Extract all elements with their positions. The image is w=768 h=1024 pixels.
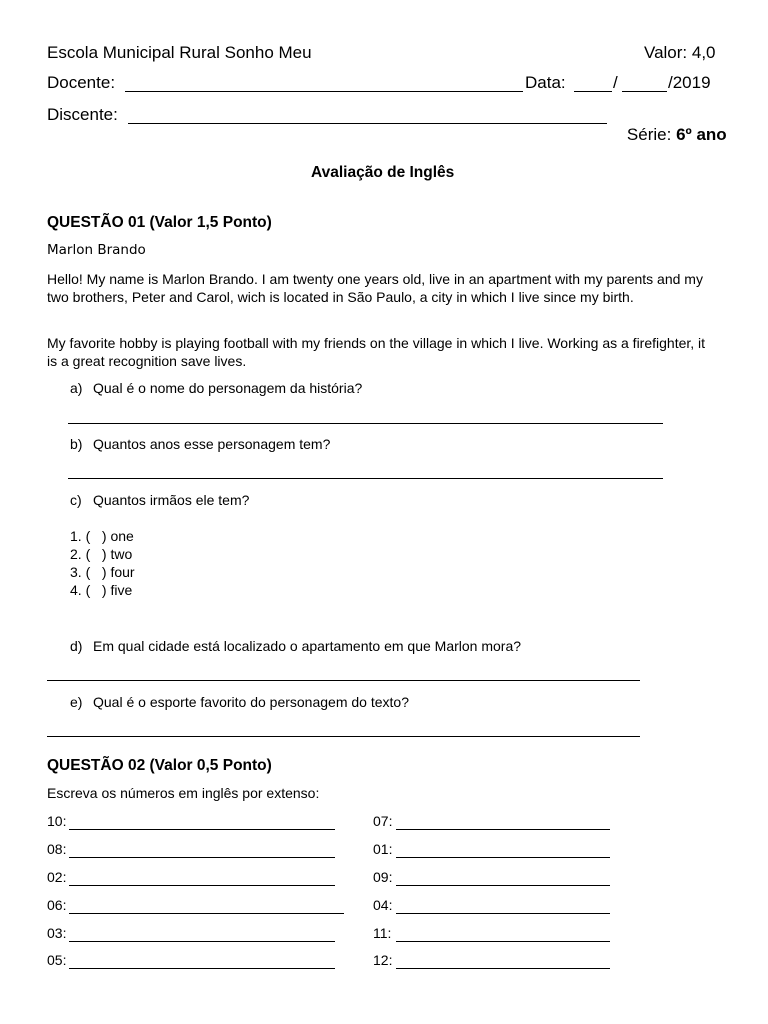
- option-text: four: [110, 564, 135, 580]
- option-checkbox[interactable]: ( ): [85, 528, 107, 544]
- date-separator: /: [613, 73, 618, 92]
- number-answer-line[interactable]: [69, 968, 335, 969]
- option-4[interactable]: [70, 582, 132, 598]
- question-a-text: Qual é o nome do personagem da história?: [93, 380, 363, 396]
- grade-label: Série:: [626, 125, 672, 144]
- number-label: 08:: [47, 841, 67, 857]
- question-1-heading: QUESTÃO 01 (Valor 1,5 Ponto): [47, 214, 272, 231]
- date-day-field[interactable]: [574, 91, 612, 92]
- answer-e-line[interactable]: [47, 736, 640, 737]
- number-answer-line[interactable]: [396, 885, 610, 886]
- option-number: 4.: [70, 582, 82, 598]
- number-answer-line[interactable]: [396, 857, 610, 858]
- text-paragraph-2: My favorite hobby is playing football with my friends on the village in which I live. Working as a firefighter, it is a great recognition save lives.: [47, 335, 706, 369]
- question-c-text: Quantos irmãos ele tem?: [93, 492, 250, 508]
- number-label: 10:: [47, 813, 67, 829]
- number-label: 04:: [373, 897, 393, 913]
- grade: [608, 105, 727, 165]
- number-answer-line[interactable]: [396, 829, 610, 830]
- option-checkbox[interactable]: ( ): [85, 546, 107, 562]
- question-b-letter: b): [70, 436, 83, 452]
- number-label: 11:: [373, 925, 392, 941]
- question-2-instruction: Escreva os números em inglês por extenso:: [47, 785, 320, 801]
- question-a-letter: a): [70, 380, 83, 396]
- option-checkbox[interactable]: ( ): [85, 564, 107, 580]
- question-b-text: Quantos anos esse personagem tem?: [93, 436, 331, 452]
- date-label: Data:: [525, 73, 566, 92]
- number-label: 09:: [373, 869, 393, 885]
- number-label: 03:: [47, 925, 67, 941]
- number-answer-line[interactable]: [69, 885, 335, 886]
- option-1[interactable]: [70, 528, 134, 544]
- date-month-field[interactable]: [622, 91, 667, 92]
- student-field[interactable]: [128, 123, 607, 124]
- option-number: 2.: [70, 546, 82, 562]
- option-text: one: [110, 528, 134, 544]
- number-label: 01:: [373, 841, 393, 857]
- answer-a-line[interactable]: [68, 423, 663, 424]
- number-answer-line[interactable]: [69, 941, 335, 942]
- question-e-letter: e): [70, 694, 83, 710]
- number-label: 12:: [373, 952, 393, 968]
- number-answer-line[interactable]: [69, 857, 335, 858]
- option-checkbox[interactable]: ( ): [85, 582, 107, 598]
- answer-d-line[interactable]: [47, 680, 640, 681]
- option-number: 1.: [70, 528, 82, 544]
- teacher-field[interactable]: [125, 91, 523, 92]
- school-name: Escola Municipal Rural Sonho Meu: [47, 43, 312, 62]
- number-answer-line[interactable]: [396, 913, 610, 914]
- exam-value: Valor: 4,0: [644, 43, 716, 62]
- grade-value: 6º ano: [676, 125, 727, 144]
- date-year: /2019: [668, 73, 711, 92]
- question-c-letter: c): [70, 492, 82, 508]
- number-answer-line[interactable]: [69, 913, 344, 914]
- text-paragraph-1: Hello! My name is Marlon Brando. I am twenty one years old, live in an apartment with my parents and my two brothers, Peter and Carol, wich is located in São Paulo, a city in which I live since my birth.: [47, 271, 703, 305]
- student-label: Discente:: [47, 105, 118, 124]
- number-answer-line[interactable]: [396, 941, 610, 942]
- option-number: 3.: [70, 564, 82, 580]
- number-label: 05:: [47, 952, 67, 968]
- option-text: five: [110, 582, 133, 598]
- option-text: two: [110, 546, 133, 562]
- option-2[interactable]: [70, 546, 132, 562]
- teacher-label: Docente:: [47, 73, 116, 92]
- text-title: Marlon Brando: [47, 242, 146, 258]
- question-e-text: Qual é o esporte favorito do personagem do texto?: [93, 694, 409, 710]
- question-d-text: Em qual cidade está localizado o apartamento em que Marlon mora?: [93, 638, 522, 654]
- exam-title: Avaliação de Inglês: [311, 164, 455, 181]
- question-2-heading: QUESTÃO 02 (Valor 0,5 Ponto): [47, 757, 272, 774]
- number-label: 07:: [373, 813, 393, 829]
- number-answer-line[interactable]: [69, 829, 335, 830]
- number-label: 06:: [47, 897, 67, 913]
- option-3[interactable]: [70, 564, 135, 580]
- question-d-letter: d): [70, 638, 83, 654]
- answer-b-line[interactable]: [68, 478, 663, 479]
- number-answer-line[interactable]: [396, 968, 610, 969]
- number-label: 02:: [47, 869, 67, 885]
